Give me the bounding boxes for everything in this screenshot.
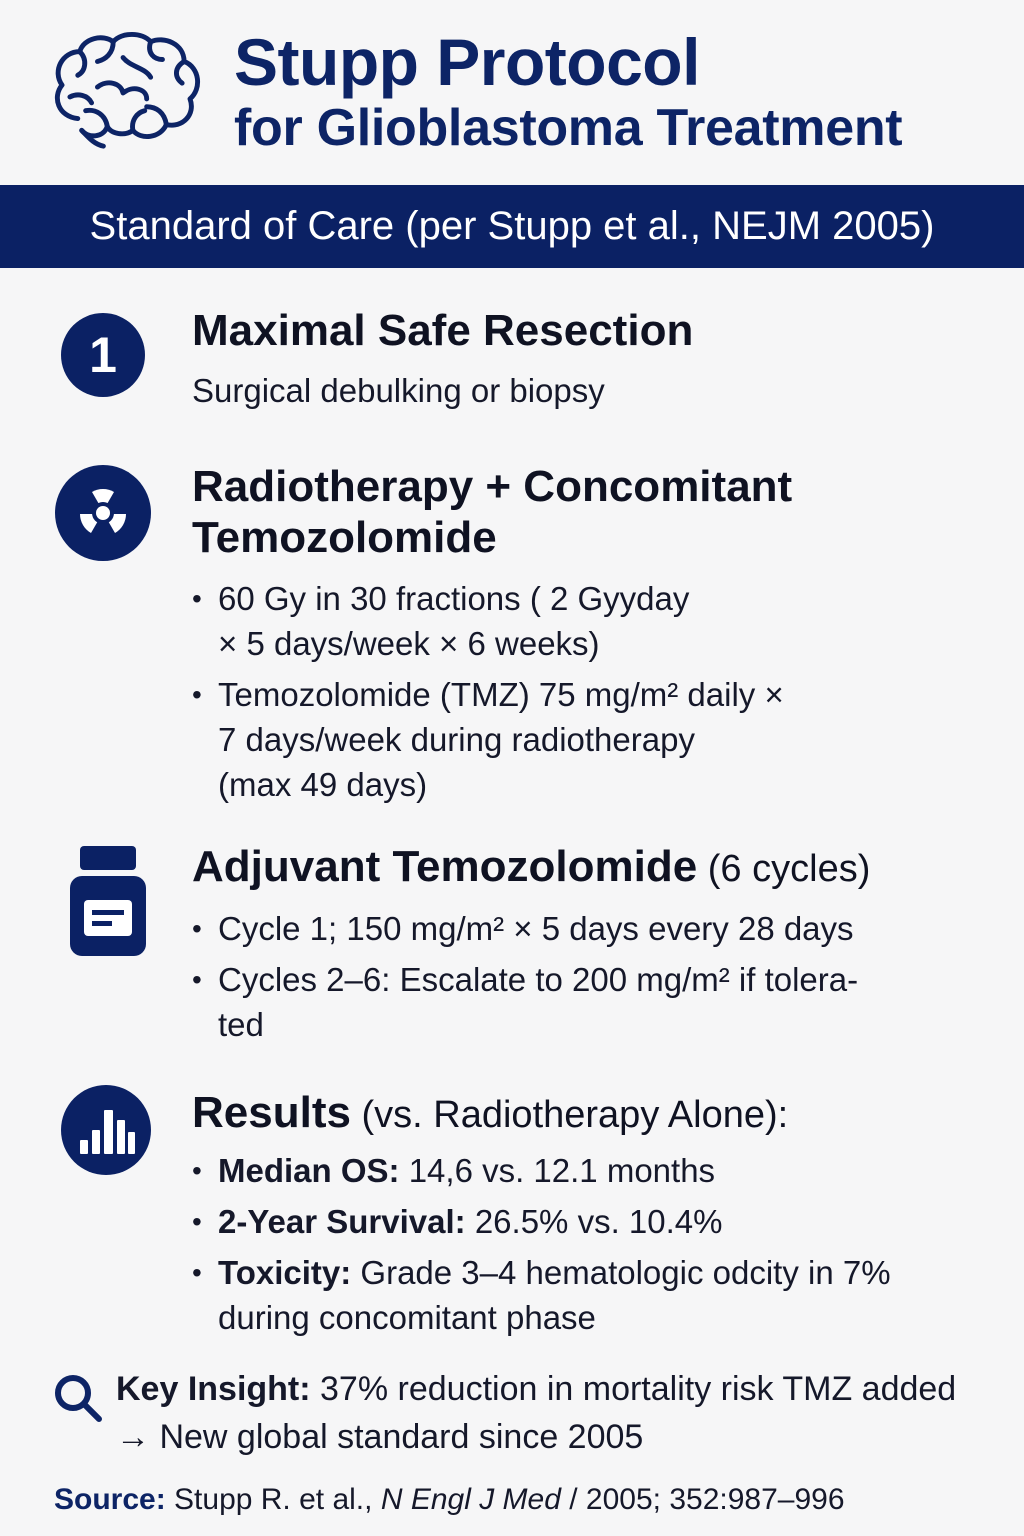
section-title-line1: Radiotherapy + Concomitant — [192, 462, 793, 511]
source-journal: N Engl J Med — [380, 1483, 561, 1516]
banner-text: Standard of Care (per Stupp et al., NEJM 2005) — [89, 204, 935, 248]
section-title-radiotherapy — [192, 462, 792, 563]
section-title-resection: Maximal Safe Resection — [192, 306, 694, 355]
list-item — [192, 906, 858, 951]
bullet-line: • Cycle 1; 150 mg/m² × 5 days every 28 days — [218, 910, 854, 947]
number-one-badge-icon — [60, 312, 146, 398]
bar-chart-icon — [60, 1084, 152, 1176]
section-title-main: Adjuvant Temozolomide — [192, 842, 698, 891]
bullet-line: ted — [218, 1006, 264, 1043]
bullet-line: 7 days/week during radiotherapy — [218, 721, 695, 758]
section-title-results — [192, 1088, 788, 1139]
bullet-line: • Cycles 2–6: Escalate to 200 mg/m² if tolera- — [218, 961, 859, 998]
bullet-line: × 5 days/week × 6 weeks) — [218, 625, 600, 662]
insight-label: Key Insight: — [116, 1370, 311, 1408]
result-value-line2: during concomitant phase — [218, 1299, 596, 1336]
section-title-suffix: (6 cycles) — [697, 848, 871, 890]
bullet-line: (max 49 days) — [218, 766, 428, 803]
adjuvant-bullet-list — [192, 906, 858, 1053]
list-item — [192, 1148, 891, 1193]
page-subtitle: for Glioblastoma Treatment — [234, 99, 903, 157]
source-authors: Stupp R. et al., — [165, 1483, 381, 1516]
page-title: Stupp Protocol — [234, 25, 700, 99]
insight-line1 — [116, 1370, 956, 1409]
source-label: Source: — [54, 1483, 166, 1516]
result-value: 26.5% vs. 10.4% — [465, 1203, 723, 1240]
list-item — [192, 1250, 891, 1340]
results-bullet-list — [192, 1148, 891, 1346]
list-item — [192, 672, 784, 807]
result-label: Toxicity: — [218, 1254, 352, 1291]
section-title-suffix: (vs. Radiotherapy Alone): — [350, 1094, 789, 1136]
header — [0, 0, 1024, 185]
source-citation — [54, 1483, 845, 1517]
step-number: 1 — [89, 327, 117, 383]
brain-icon — [48, 28, 206, 154]
result-label: 2-Year Survival: — [218, 1203, 466, 1240]
list-item — [192, 576, 784, 666]
list-item — [192, 957, 858, 1047]
pill-bottle-icon — [68, 846, 148, 958]
section-title-line2: Temozolomide — [192, 512, 497, 562]
radiotherapy-bullet-list — [192, 576, 784, 813]
list-item — [192, 1199, 891, 1244]
section-title-adjuvant — [192, 842, 870, 893]
section-title-main: Results — [192, 1088, 351, 1137]
magnifier-icon — [52, 1372, 104, 1424]
result-value: Grade 3–4 hematologic odcity in 7% — [351, 1254, 891, 1291]
result-value: 14,6 vs. 12.1 months — [399, 1152, 716, 1189]
section-subtitle-resection: Surgical debulking or biopsy — [192, 372, 605, 409]
insight-text: 37% reduction in mortality risk TMZ added — [310, 1370, 957, 1408]
radiation-icon — [54, 464, 152, 562]
bullet-line: • 60 Gy in 30 fractions ( 2 Gyyday — [218, 580, 690, 617]
standard-of-care-banner — [0, 185, 1024, 268]
result-label: Median OS: — [218, 1152, 400, 1189]
bullet-line: • Temozolomide (TMZ) 75 mg/m² daily × — [218, 676, 784, 713]
insight-line2: → New global standard since 2005 — [116, 1418, 644, 1456]
source-reference: / 2005; 352:987–996 — [560, 1483, 845, 1516]
